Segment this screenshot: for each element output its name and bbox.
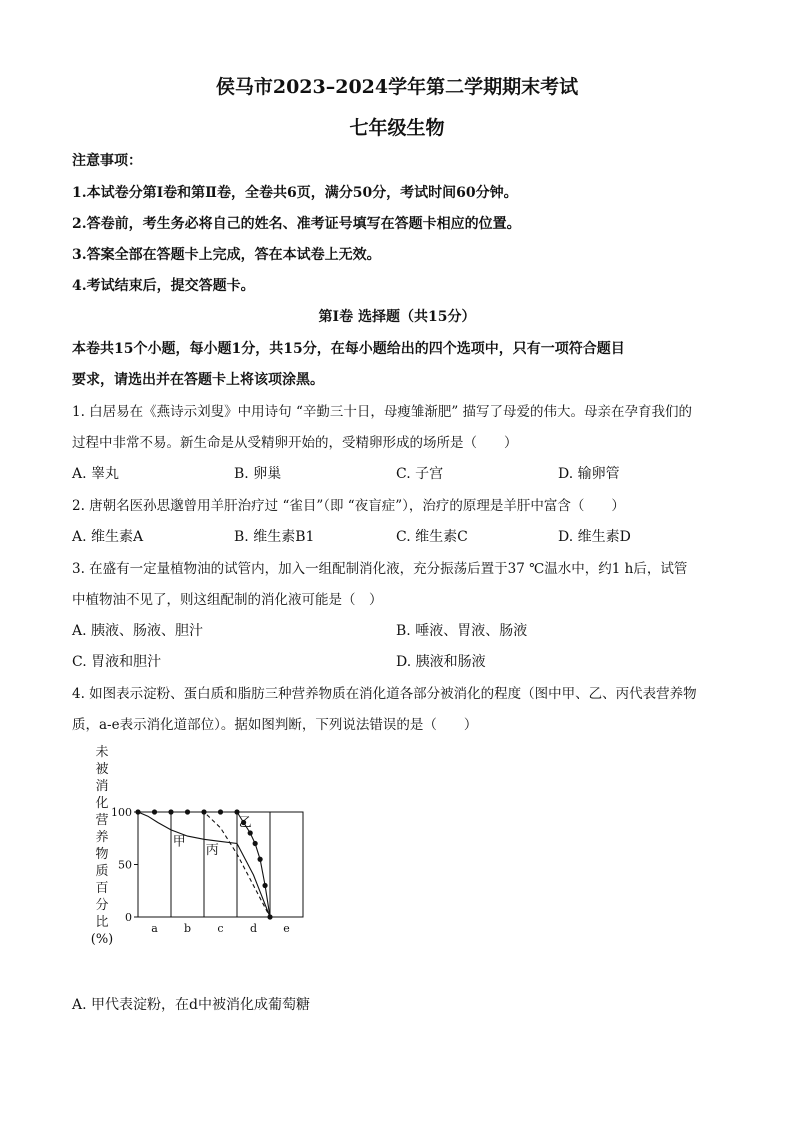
notice-item: 4.考试结束后，提交答题卡。 — [72, 278, 255, 294]
notice-item: 2.答卷前，考生务必将自己的姓名、准考证号填写在答题卡相应的位置。 — [72, 216, 521, 232]
series-yi-point — [185, 809, 190, 814]
series-yi-point — [248, 830, 253, 835]
question-4-text: 4. 如图表示淀粉、蛋白质和脂肪三种营养物质在消化道各部分被消化的程度（图中甲、乙、丙代表营养物 — [72, 686, 697, 702]
label-jia: 甲 — [172, 834, 186, 850]
ylabel-char: 比 — [95, 915, 109, 930]
y-tick-label: 0 — [125, 911, 132, 924]
plot-frame — [138, 812, 303, 917]
question-1-text: 1. 白居易在《燕诗示刘叟》中用诗句 “辛勤三十日，母瘦雏渐肥” 描写了母爱的伟大。母亲在孕育我们的 — [72, 404, 693, 420]
ylabel-char: (%) — [90, 932, 114, 947]
ylabel-char: 分 — [95, 898, 109, 913]
q3-option-d[interactable]: D. 胰液和肠液 — [396, 654, 486, 670]
question-2-text: 2. 唐朝名医孙思邈曾用羊肝治疗过 “雀目”（即 “夜盲症”），治疗的原理是羊肝中富含（ ） — [72, 498, 625, 514]
question-3-text: 3. 在盛有一定量植物油的试管内，加入一组配制消化液，充分振荡后置于37 ℃温水中，约1 h后，试管 — [72, 561, 688, 577]
exam-title: 侯马市2023–2024学年第二学期期末考试 — [215, 76, 579, 98]
notice-item: 3.答案全部在答题卡上完成，答在本试卷上无效。 — [72, 247, 381, 263]
exam-subtitle: 七年级生物 — [349, 117, 445, 139]
ylabel-char: 营 — [95, 813, 109, 828]
series-yi-point — [234, 809, 239, 814]
ylabel-char: 质 — [95, 864, 109, 879]
question-4-text: 质，a-e表示消化道部位）。据如图判断，下列说法错误的是（ ） — [72, 717, 478, 733]
q3-option-a[interactable]: A. 胰液、肠液、胆汁 — [72, 623, 204, 639]
section-title: 第Ⅰ卷 选择题（共15分） — [318, 309, 476, 325]
ylabel-char: 未 — [95, 745, 109, 760]
digestion-chart — [88, 742, 318, 972]
q2-option-a[interactable]: A. 维生素A — [72, 529, 144, 545]
series-yi-point — [168, 809, 173, 814]
ylabel-char: 消 — [95, 779, 109, 794]
series-yi-point — [262, 883, 267, 888]
x-tick-label: a — [151, 922, 158, 935]
label-bing: 丙 — [205, 843, 219, 858]
ylabel-char: 百 — [95, 881, 109, 896]
q1-option-d[interactable]: D. 输卵管 — [558, 466, 620, 482]
chart-ylabel — [91, 744, 114, 947]
ylabel-char: 养 — [95, 830, 109, 845]
notice-heading: 注意事项： — [72, 153, 142, 169]
x-tick-label: e — [283, 922, 290, 935]
q1-option-b[interactable]: B. 卵巢 — [234, 466, 282, 482]
series-yi-point — [258, 857, 263, 862]
q2-option-d[interactable]: D. 维生素D — [558, 529, 631, 545]
series-yi-point — [253, 841, 258, 846]
series-yi-point — [201, 809, 206, 814]
chart-axes — [111, 806, 303, 935]
question-1-text: 过程中非常不易。新生命是从受精卵开始的，受精卵形成的场所是（ ） — [72, 435, 518, 451]
section-instruction: 要求，请选出并在答题卡上将该项涂黑。 — [72, 372, 324, 388]
ylabel-char: 化 — [95, 796, 109, 811]
x-tick-label: b — [183, 922, 192, 935]
series-yi-point — [267, 914, 272, 919]
series-yi-point — [135, 809, 140, 814]
x-tick-label: d — [249, 922, 258, 935]
q3-option-c[interactable]: C. 胃液和胆汁 — [72, 654, 162, 670]
y-tick-label: 100 — [111, 806, 132, 819]
q3-option-b[interactable]: B. 唾液、胃液、肠液 — [396, 623, 528, 639]
q1-option-a[interactable]: A. 睾丸 — [72, 466, 120, 482]
y-tick-label: 50 — [118, 858, 132, 872]
series-yi-point — [152, 809, 157, 814]
q2-option-b[interactable]: B. 维生素B1 — [234, 529, 315, 545]
q2-option-c[interactable]: C. 维生素C — [396, 529, 468, 545]
ylabel-char: 物 — [95, 847, 109, 862]
q4-option-a[interactable]: A. 甲代表淀粉，在d中被消化成葡萄糖 — [72, 997, 310, 1013]
notice-item: 1.本试卷分第Ⅰ卷和第Ⅱ卷，全卷共6页，满分50分，考试时间60分钟。 — [72, 185, 518, 201]
x-tick-label: c — [217, 922, 224, 935]
series-yi-point — [218, 809, 223, 814]
label-yi: 乙 — [238, 815, 252, 831]
question-3-text: 中植物油不见了，则这组配制的消化液可能是（ ） — [72, 592, 383, 608]
q1-option-c[interactable]: C. 子宫 — [396, 466, 444, 482]
section-instruction: 本卷共15个小题，每小题1分，共15分，在每小题给出的四个选项中，只有一项符合题目 — [72, 341, 625, 357]
ylabel-char: 被 — [95, 762, 109, 777]
